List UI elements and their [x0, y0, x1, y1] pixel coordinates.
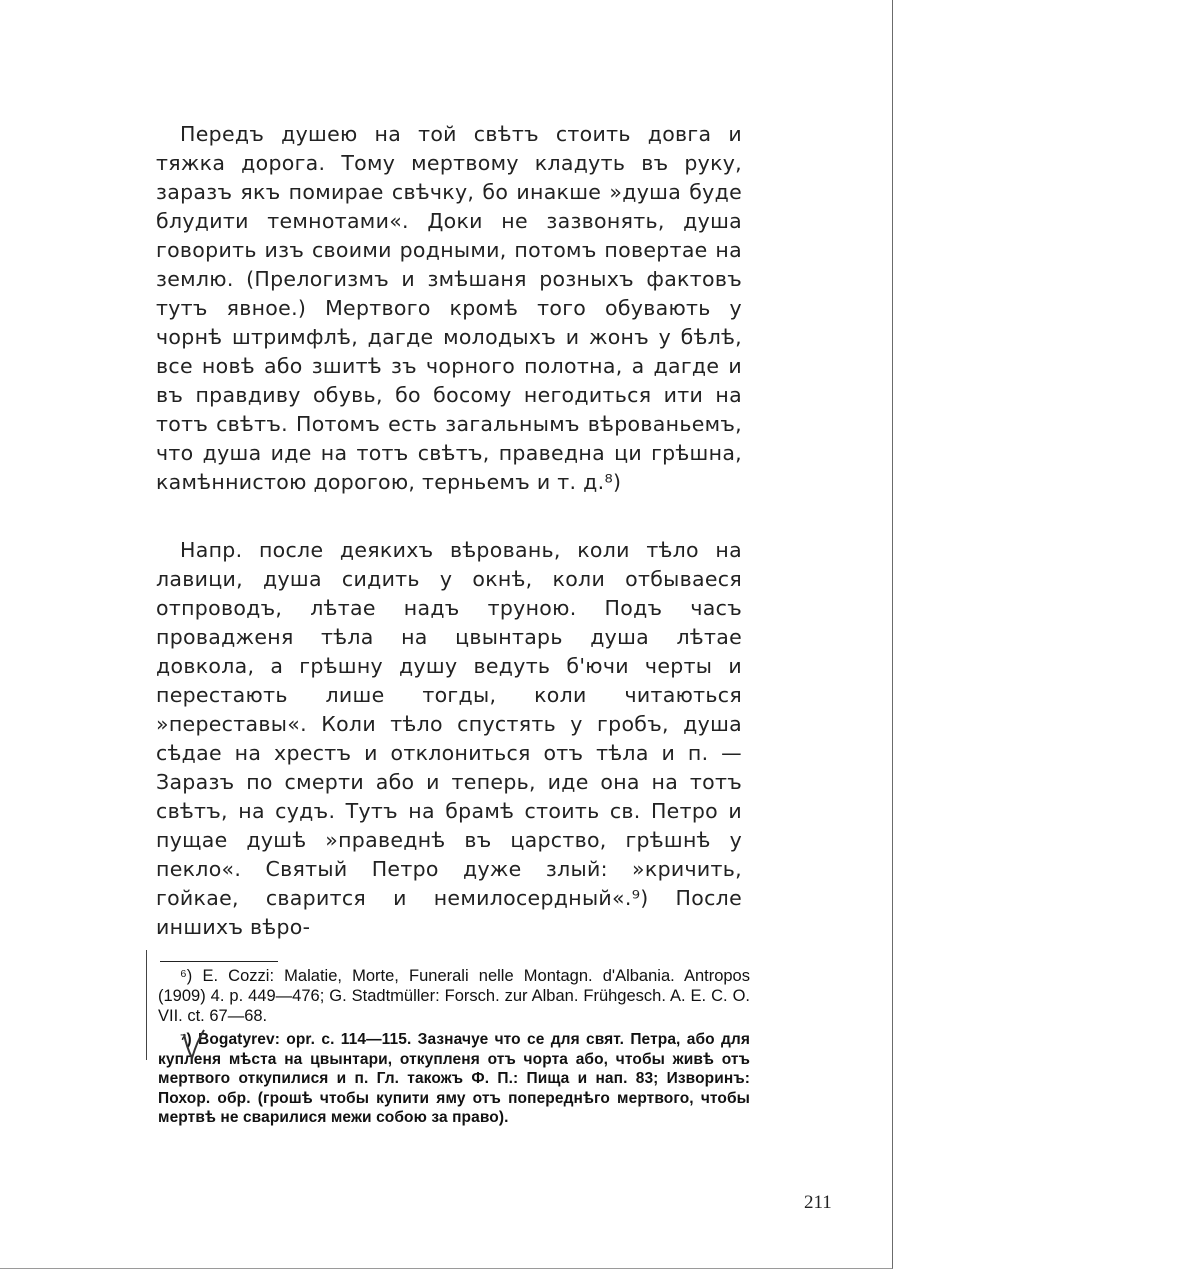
body-paragraph-1: [156, 120, 742, 497]
body-paragraph-2: [156, 536, 742, 942]
handwritten-check-mark: [180, 1028, 210, 1062]
footnote-7: ⁷) Bogatyrev: opr. c. 114—115. Зазначуе что се для свят. Петра, або для купленя мѣста на цвынтари, откупленя отъ чорта або, чтобы живѣ отъ мертвого откупилися и п. Гл. такожъ Ф. П.: Пища и нап. 83; Изворинъ: Похор. обр. (грошѣ чтобы купити яму отъ попереднѣго мертвого, чтобы мертвѣ не сварилися межи собою за право).: [158, 1031, 750, 1126]
footnote-divider: [160, 961, 278, 962]
page-number: 211: [804, 1192, 832, 1213]
footnote-6: ⁶) E. Cozzi: Malatie, Morte, Funerali nelle Montagn. d'Albania. Antropos (1909) 4. p. 449—476; G. Stadtmüller: Forsch. zur Alban. Frühgesch. A. E. C. O. VII. ct. 67—68.: [158, 967, 750, 1025]
paragraph-text: Напр. после деякихъ вѣровань, коли тѣло на лавици, душа сидить у окнѣ, коли отбываеся отпроводъ, лѣтае надъ труною. Подъ часъ провадженя тѣла на цвынтарь душа лѣтае довкола, а грѣшну душу ведуть б'ючи черты и перестають лише тогды, коли читаються »переставы«. Коли тѣло спустять у гробъ, душа сѣдае на хрестъ и отклониться отъ тѣла и п. — Заразъ по смерти або и теперь, иде она на тотъ свѣтъ, на судъ. Тутъ на брамѣ стоить св. Петро и пущае душѣ »праведнѣ въ царство, грѣшнѣ у пекло«. Святый Петро дуже злый: »кричить, гойкае, сварится и немилосердный«.⁹) После иншихъ вѣро-: [156, 538, 742, 939]
margin-line: [146, 950, 147, 1060]
paragraph-text: Передъ душею на той свѣтъ стоить довга и тяжка дорога. Тому мертвому кладуть въ руку, заразъ якъ помирае свѣчку, бо инакше »душа буде блудити темнотами«. Доки не зазвонять, душа говорить изъ своими родными, потомъ повертае на землю. (Прелогизмъ и змѣшаня розныхъ фактовъ тутъ явное.) Мертвого кромѣ того обувають у чорнѣ штримфлѣ, дагде молодыхъ и жонъ у бѣлѣ, все новѣ або зшитѣ зъ чорного полотна, а дагде и въ правдиву обувь, бо босому негодиться ити на тотъ свѣтъ. Потомъ есть загальнымъ вѣрованьемъ, что душа иде на тотъ свѣтъ, праведна ци грѣшна, камѣннистою дорогою, терньемъ и т. д.⁸): [156, 122, 742, 494]
footnotes: [158, 966, 750, 1132]
